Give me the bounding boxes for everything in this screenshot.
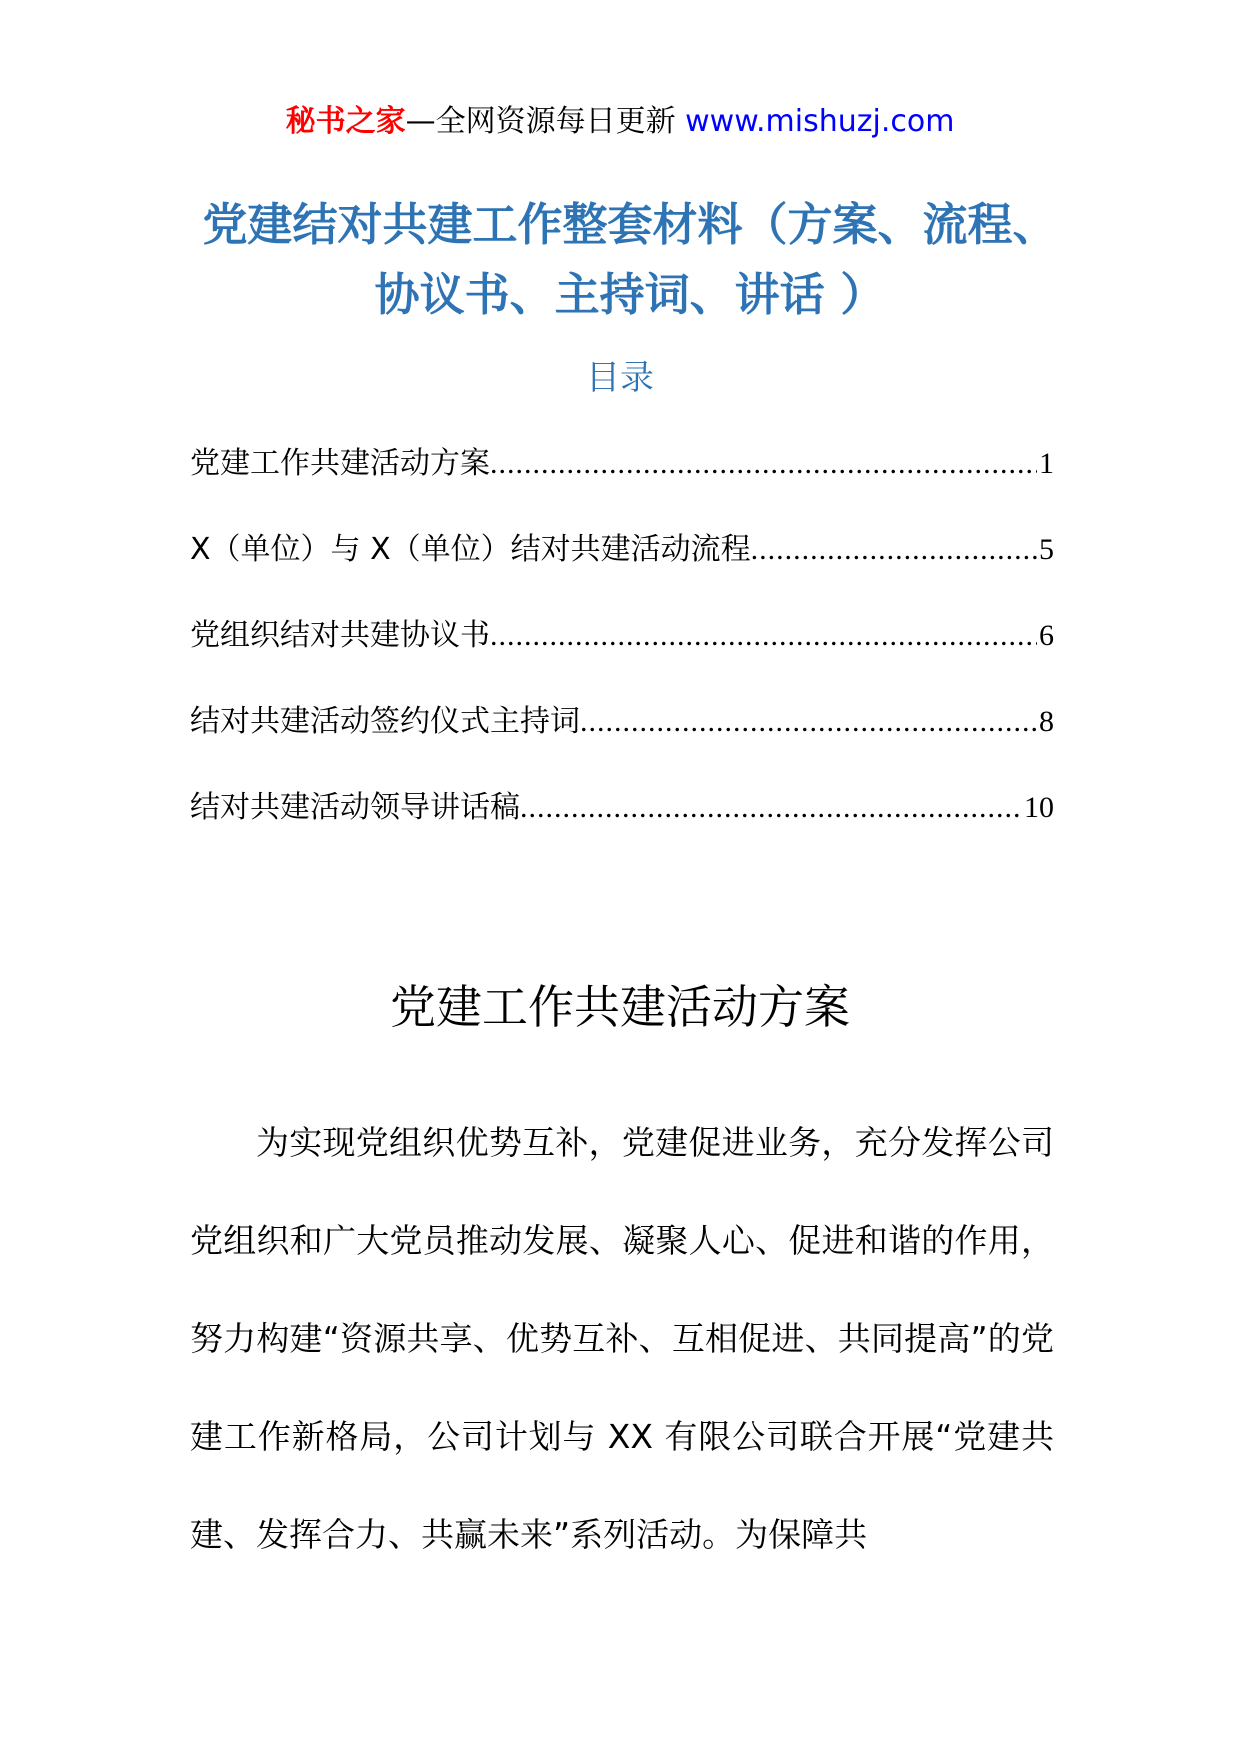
toc-item-page: 6 (1039, 619, 1054, 652)
toc-dot-leader (490, 442, 1037, 486)
toc-dot-leader (520, 786, 1022, 830)
toc-item-page: 1 (1039, 447, 1054, 480)
toc-item-label: 党组织结对共建协议书 (190, 618, 490, 653)
toc-item[interactable] (190, 442, 1054, 528)
toc-item-label: X（单位）与 X（单位）结对共建活动流程 (190, 532, 751, 567)
toc-item-label: 结对共建活动签约仪式主持词 (190, 704, 580, 739)
toc-item-page: 10 (1024, 791, 1054, 824)
document-title: 党建结对共建工作整套材料（方案、流程、协议书、主持词、讲话 ） (202, 198, 1058, 321)
table-of-contents (190, 442, 1054, 872)
toc-item[interactable] (190, 700, 1054, 786)
toc-item[interactable] (190, 786, 1054, 872)
toc-item[interactable] (190, 528, 1054, 614)
site-header (0, 100, 1240, 144)
toc-dot-leader (580, 700, 1037, 744)
body-paragraph: 为实现党组织优势互补，党建促进业务，充分发挥公司党组织和广大党员推动发展、凝聚人心、促进和谐的作用，努力构建“资源共享、优势互补、互相促进、共同提高”的党建工作新格局，公司计划与 XX 有限公司联合开展“党建共建、发挥合力、共赢未来”系列活动。为保障共 (190, 1123, 1054, 1554)
toc-item-page: 5 (1039, 533, 1054, 566)
toc-item-label: 党建工作共建活动方案 (190, 446, 490, 481)
brand-name: 秘书之家 (285, 104, 406, 139)
toc-dot-leader (751, 528, 1037, 572)
toc-item-label: 结对共建活动领导讲话稿 (190, 790, 520, 825)
section-title: 党建工作共建活动方案 (390, 980, 850, 1034)
toc-dot-leader (490, 614, 1037, 658)
toc-heading: 目录 (586, 358, 654, 398)
header-tagline: —全网资源每日更新 (405, 104, 676, 139)
site-url-link[interactable]: www.mishuzj.com (685, 104, 955, 139)
toc-item-page: 8 (1039, 705, 1054, 738)
toc-item[interactable] (190, 614, 1054, 700)
